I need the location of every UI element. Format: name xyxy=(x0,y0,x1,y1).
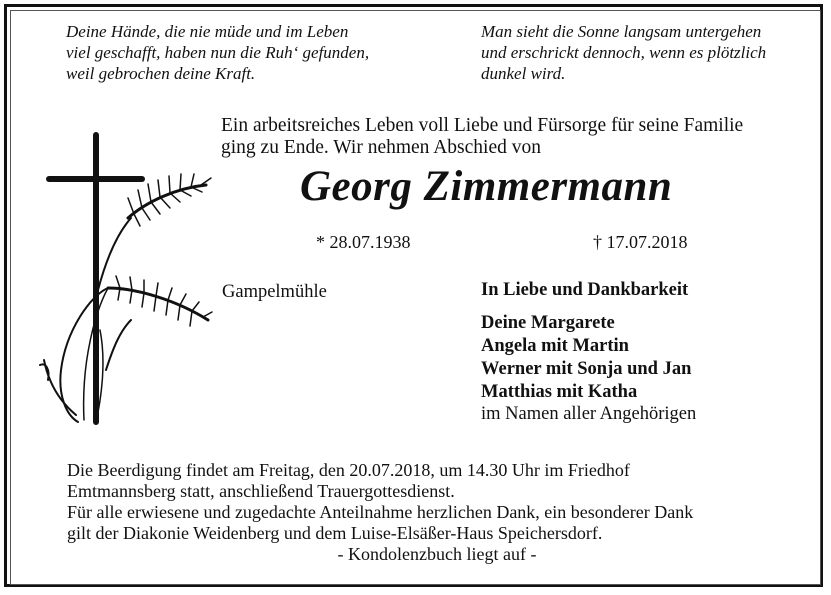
place-name: Gampelmühle xyxy=(222,282,327,302)
cross-with-wheat-icon xyxy=(36,130,216,430)
poem-right xyxy=(481,21,811,84)
poem-line: dunkel wird. xyxy=(481,64,566,83)
family-member: Angela mit Martin xyxy=(481,336,629,356)
thanks-line: Für alle erwiesene und zugedachte Anteilnahme herzlichen Dank, ein besonderer Dank xyxy=(67,502,694,522)
birth-date: * 28.07.1938 xyxy=(316,232,411,252)
intro-text xyxy=(221,115,801,159)
family-member: Werner mit Sonja und Jan xyxy=(481,359,692,379)
thanks-heading: In Liebe und Dankbarkeit xyxy=(481,280,689,300)
poem-line: weil gebrochen deine Kraft. xyxy=(66,64,256,83)
thanks-line: gilt der Diakonie Weidenberg und dem Luise-Elsäßer-Haus Speichersdorf. xyxy=(67,523,603,543)
poem-line: Deine Hände, die nie müde und im Leben xyxy=(66,22,349,41)
family-list xyxy=(481,312,691,404)
family-member: Deine Margarete xyxy=(481,313,615,333)
funeral-line: Die Beerdigung findet am Freitag, den 20.07.2018, um 14.30 Uhr im Friedhof xyxy=(67,460,630,480)
relatives-line: im Namen aller Angehörigen xyxy=(481,404,697,424)
funeral-notice xyxy=(67,460,807,565)
death-date: † 17.07.2018 xyxy=(593,232,688,252)
poem-left xyxy=(66,21,456,84)
poem-line: und erschrickt dennoch, wenn es plötzlich xyxy=(481,43,767,62)
intro-line: Ein arbeitsreiches Leben voll Liebe und Fürsorge für seine Familie xyxy=(221,115,744,136)
poem-line: viel geschafft, haben nun die Ruh‘ gefunden, xyxy=(66,43,370,62)
funeral-line: Emtmannsberg statt, anschließend Trauergottesdienst. xyxy=(67,481,455,501)
deceased-name: Georg Zimmermann xyxy=(300,163,673,210)
intro-line: ging zu Ende. Wir nehmen Abschied von xyxy=(221,137,541,158)
poem-line: Man sieht die Sonne langsam untergehen xyxy=(481,22,762,41)
family-member: Matthias mit Katha xyxy=(481,382,638,402)
kondolenz-note: - Kondolenzbuch liegt auf - xyxy=(337,544,537,564)
